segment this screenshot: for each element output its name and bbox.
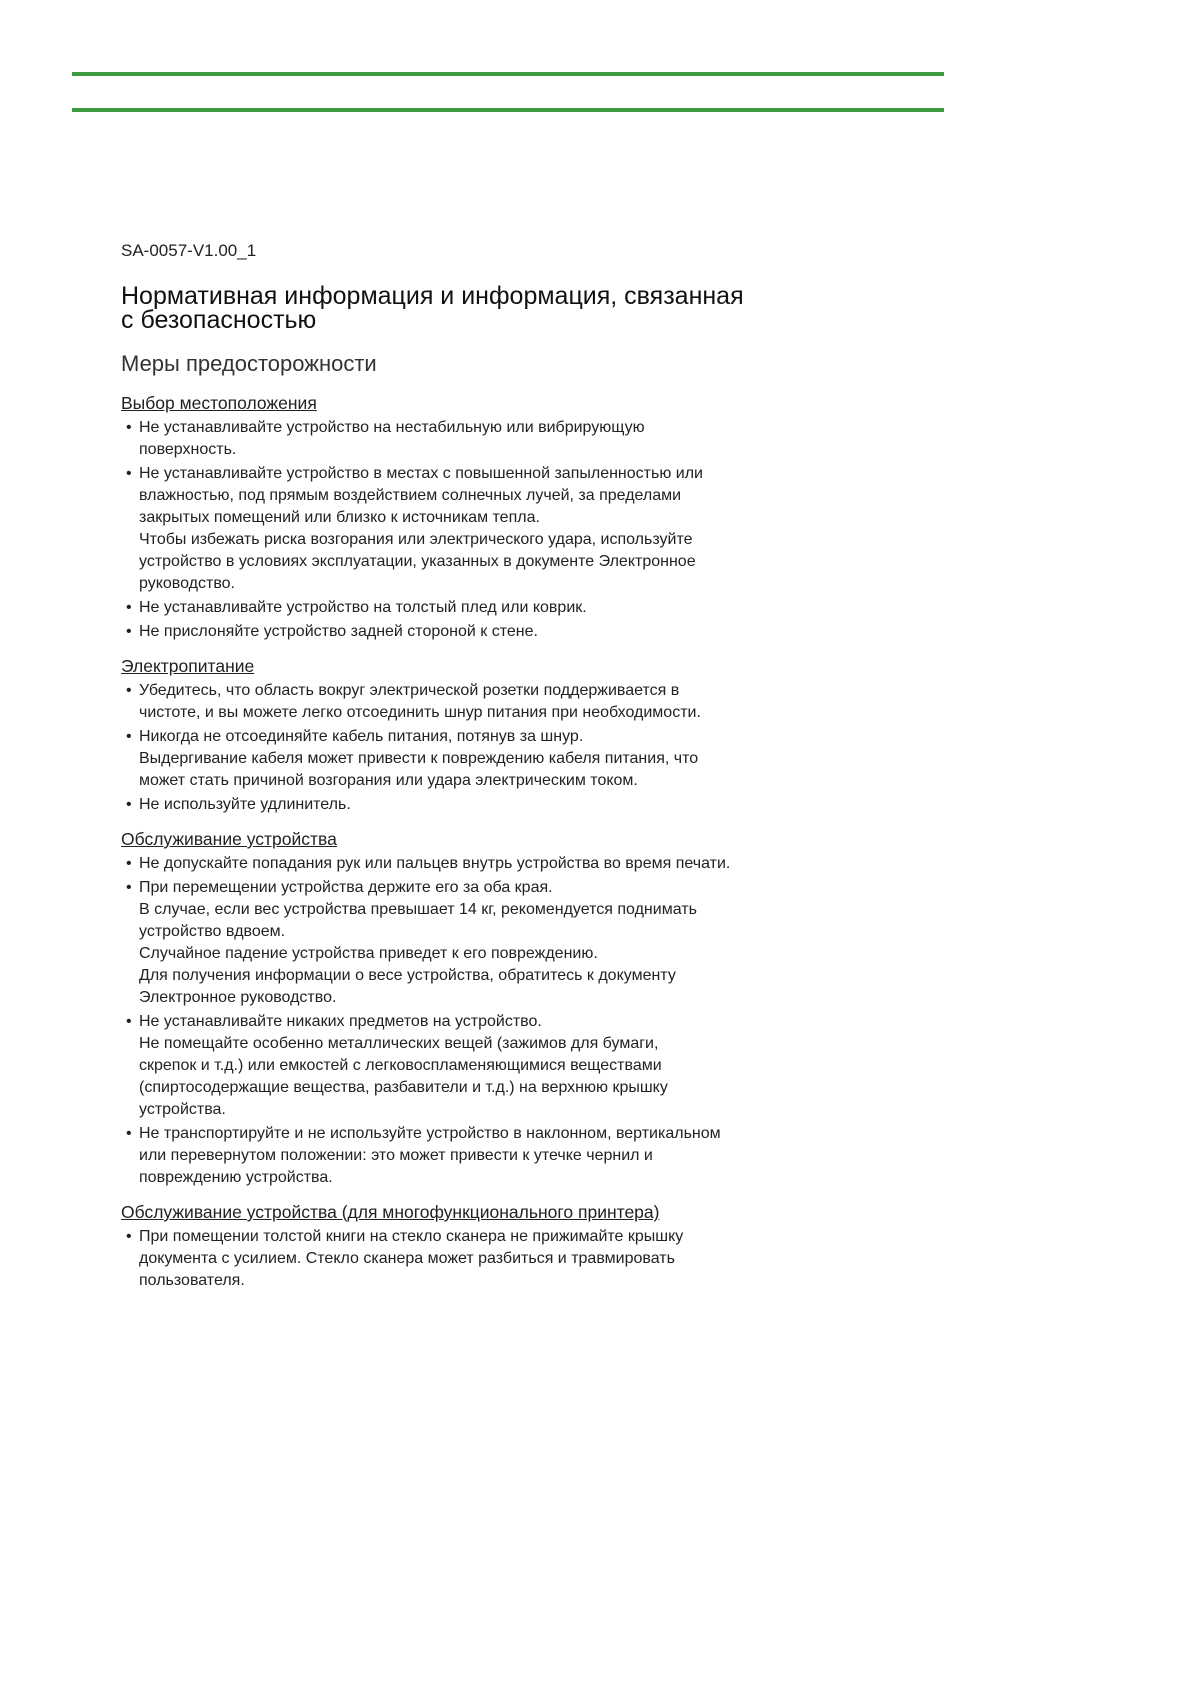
list-item-line: В случае, если вес устройства превышает 14 кг, рекомендуется поднимать <box>139 901 697 918</box>
bullet-icon: • <box>126 728 132 745</box>
bullet-icon: • <box>126 623 132 640</box>
list-item-line: Не транспортируйте и не используйте устройство в наклонном, вертикальном <box>139 1125 721 1142</box>
list-item-line: Не прислоняйте устройство задней стороной к стене. <box>139 623 538 640</box>
list-item <box>121 1123 821 1189</box>
list-item-line: Убедитесь, что область вокруг электрической розетки поддерживается в <box>139 682 680 699</box>
list-item-line: Случайное падение устройства приведет к его повреждению. <box>139 945 598 962</box>
list-item-line: устройство вдвоем. <box>139 923 286 940</box>
sections-container <box>121 392 821 1292</box>
document-body <box>121 240 821 1304</box>
list-item-line: Для получения информации о весе устройства, обратитесь к документу <box>139 967 676 984</box>
list-item-line: Не допускайте попадания рук или пальцев внутрь устройства во время печати. <box>139 855 731 872</box>
list-item-line: Не устанавливайте устройство на толстый плед или коврик. <box>139 599 587 616</box>
list-item-line: может стать причиной возгорания или удара электрическим током. <box>139 772 638 789</box>
list-item-line: Электронное руководство. <box>139 989 337 1006</box>
bullet-icon: • <box>126 855 132 872</box>
list-item-line: повреждению устройства. <box>139 1169 333 1186</box>
document-code: SA-0057-V1.00_1 <box>121 241 257 260</box>
top-rule <box>72 72 944 76</box>
bullet-list <box>121 1226 821 1292</box>
list-item-line: документа с усилием. Стекло сканера может разбиться и травмировать <box>139 1250 675 1267</box>
list-item <box>121 853 821 875</box>
list-item <box>121 877 821 1009</box>
bullet-icon: • <box>126 419 132 436</box>
bullet-icon: • <box>126 1013 132 1030</box>
page-subtitle: Меры предосторожности <box>121 351 377 376</box>
list-item-line: закрытых помещений или близко к источникам тепла. <box>139 509 540 526</box>
list-item-line: устройства. <box>139 1101 226 1118</box>
section-heading: Обслуживание устройства <box>121 829 337 849</box>
section <box>121 392 821 643</box>
list-item <box>121 597 821 619</box>
section <box>121 1201 821 1292</box>
page-title-line: Нормативная информация и информация, связанная <box>121 282 744 310</box>
list-item-line: (спиртосодержащие вещества, разбавители и т.д.) на верхнюю крышку <box>139 1079 668 1096</box>
list-item <box>121 726 821 792</box>
list-item-line: Не устанавливайте никаких предметов на устройство. <box>139 1013 542 1030</box>
section-heading: Обслуживание устройства (для многофункционального принтера) <box>121 1202 660 1222</box>
list-item <box>121 794 821 816</box>
bullet-icon: • <box>126 465 132 482</box>
section-heading: Выбор местоположения <box>121 393 317 413</box>
bullet-icon: • <box>126 1125 132 1142</box>
list-item-line: При помещении толстой книги на стекло сканера не прижимайте крышку <box>139 1228 684 1245</box>
list-item-line: При перемещении устройства держите его за оба края. <box>139 879 553 896</box>
list-item-line: Никогда не отсоединяйте кабель питания, потянув за шнур. <box>139 728 584 745</box>
page-title <box>121 284 821 332</box>
list-item <box>121 621 821 643</box>
section-heading: Электропитание <box>121 656 255 676</box>
list-item-line: скрепок и т.д.) или емкостей с легковоспламеняющимися веществами <box>139 1057 662 1074</box>
list-item-line: руководство. <box>139 575 235 592</box>
section <box>121 655 821 816</box>
bullet-icon: • <box>126 599 132 616</box>
list-item <box>121 680 821 724</box>
bullet-list <box>121 417 821 643</box>
bullet-list <box>121 680 821 816</box>
list-item-line: или перевернутом положении: это может привести к утечке чернил и <box>139 1147 653 1164</box>
list-item-line: устройство в условиях эксплуатации, указанных в документе Электронное <box>139 553 696 570</box>
page-title-line: с безопасностью <box>121 306 317 334</box>
list-item-line: поверхность. <box>139 441 237 458</box>
list-item-line: Не устанавливайте устройство на нестабильную или вибрирующую <box>139 419 645 436</box>
list-item-line: Чтобы избежать риска возгорания или электрического удара, используйте <box>139 531 693 548</box>
list-item <box>121 1226 821 1292</box>
list-item-line: чистоте, и вы можете легко отсоединить шнур питания при необходимости. <box>139 704 701 721</box>
list-item <box>121 417 821 461</box>
list-item <box>121 1011 821 1121</box>
list-item-line: Не помещайте особенно металлических вещей (зажимов для бумаги, <box>139 1035 659 1052</box>
bullet-icon: • <box>126 1228 132 1245</box>
list-item <box>121 463 821 595</box>
bullet-icon: • <box>126 682 132 699</box>
list-item-line: пользователя. <box>139 1272 245 1289</box>
bullet-icon: • <box>126 796 132 813</box>
bottom-rule <box>72 108 944 112</box>
bullet-list <box>121 853 821 1189</box>
list-item-line: Не используйте удлинитель. <box>139 796 351 813</box>
list-item-line: Выдергивание кабеля может привести к повреждению кабеля питания, что <box>139 750 699 767</box>
list-item-line: влажностью, под прямым воздействием солнечных лучей, за пределами <box>139 487 682 504</box>
bullet-icon: • <box>126 879 132 896</box>
section <box>121 828 821 1189</box>
list-item-line: Не устанавливайте устройство в местах с повышенной запыленностью или <box>139 465 703 482</box>
